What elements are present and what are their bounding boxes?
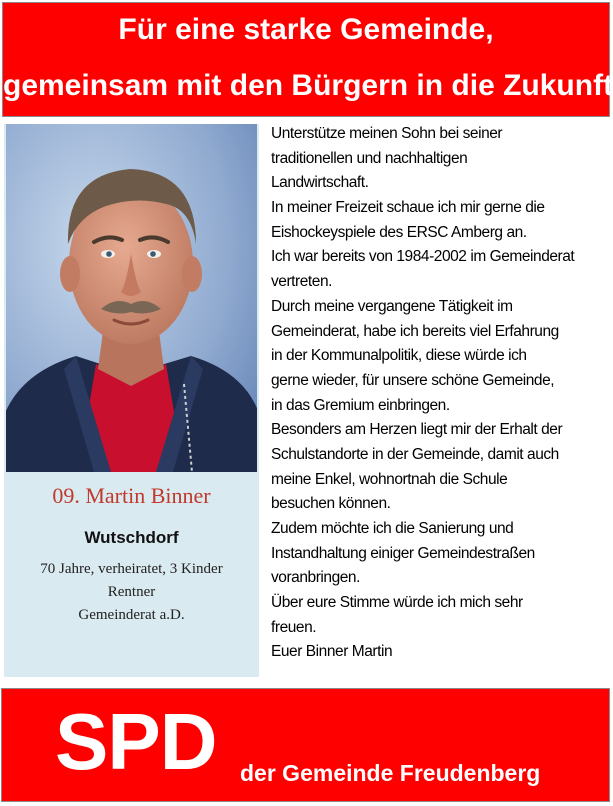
candidate-portrait — [6, 124, 257, 472]
statement-line: Gemeinderat, habe ich bereits viel Erfahrung — [271, 322, 559, 340]
headline-line-2: gemeinsam mit den Bürgern in die Zukunft — [3, 69, 613, 102]
statement-line: in das Gremium einbringen. — [271, 396, 450, 414]
top-banner — [2, 2, 613, 117]
statement-line: Durch meine vergangene Tätigkeit im — [271, 297, 513, 315]
statement-line: gerne wieder, für unsere schöne Gemeinde, — [271, 371, 555, 389]
statement-line: Besonders am Herzen liegt mir der Erhalt der — [271, 421, 563, 439]
candidate-card — [4, 124, 259, 677]
candidate-detail-age: 70 Jahre, verheiratet, 3 Kinder — [40, 561, 223, 577]
statement-line: In meiner Freizeit schaue ich mir gerne die — [271, 199, 545, 217]
statement-line: Ich war bereits von 1984-2002 im Gemeinderat — [271, 248, 575, 266]
statement-line: vertreten. — [271, 273, 332, 291]
candidate-statement — [271, 122, 611, 665]
party-subtitle: der Gemeinde Freudenberg — [240, 760, 541, 786]
candidate-detail-former-role: Gemeinderat a.D. — [78, 607, 185, 623]
statement-line: traditionellen und nachhaltigen — [271, 149, 468, 167]
statement-line: in der Kommunalpolitik, diese würde ich — [271, 347, 527, 365]
candidate-detail-occupation: Rentner — [107, 584, 156, 600]
candidate-name: 09. Martin Binner — [52, 483, 211, 508]
statement-line: Über eure Stimme würde ich mich sehr — [271, 594, 523, 612]
statement-line: Eishockeyspiele des ERSC Amberg an. — [271, 223, 527, 241]
statement-line: Zudem möchte ich die Sanierung und — [271, 520, 514, 537]
statement-line: meine Enkel, wohnortnah die Schule — [271, 470, 508, 488]
statement-line: Landwirtschaft. — [271, 174, 369, 192]
statement-line: Unterstütze meinen Sohn bei seiner — [271, 125, 503, 142]
statement-line: Schulstandorte in der Gemeinde, damit auch — [271, 445, 559, 463]
statement-line: voranbringen. — [271, 569, 360, 587]
statement-line: besuchen können. — [271, 495, 391, 513]
party-logo-text: SPD — [55, 697, 217, 786]
headline-line-1: Für eine starke Gemeinde, — [118, 13, 494, 46]
candidate-place: Wutschdorf — [84, 528, 179, 547]
statement-line: freuen. — [271, 618, 317, 636]
statement-line: Instandhaltung einiger Gemeindestraßen — [271, 544, 535, 562]
statement-line: Euer Binner Martin — [271, 643, 393, 661]
